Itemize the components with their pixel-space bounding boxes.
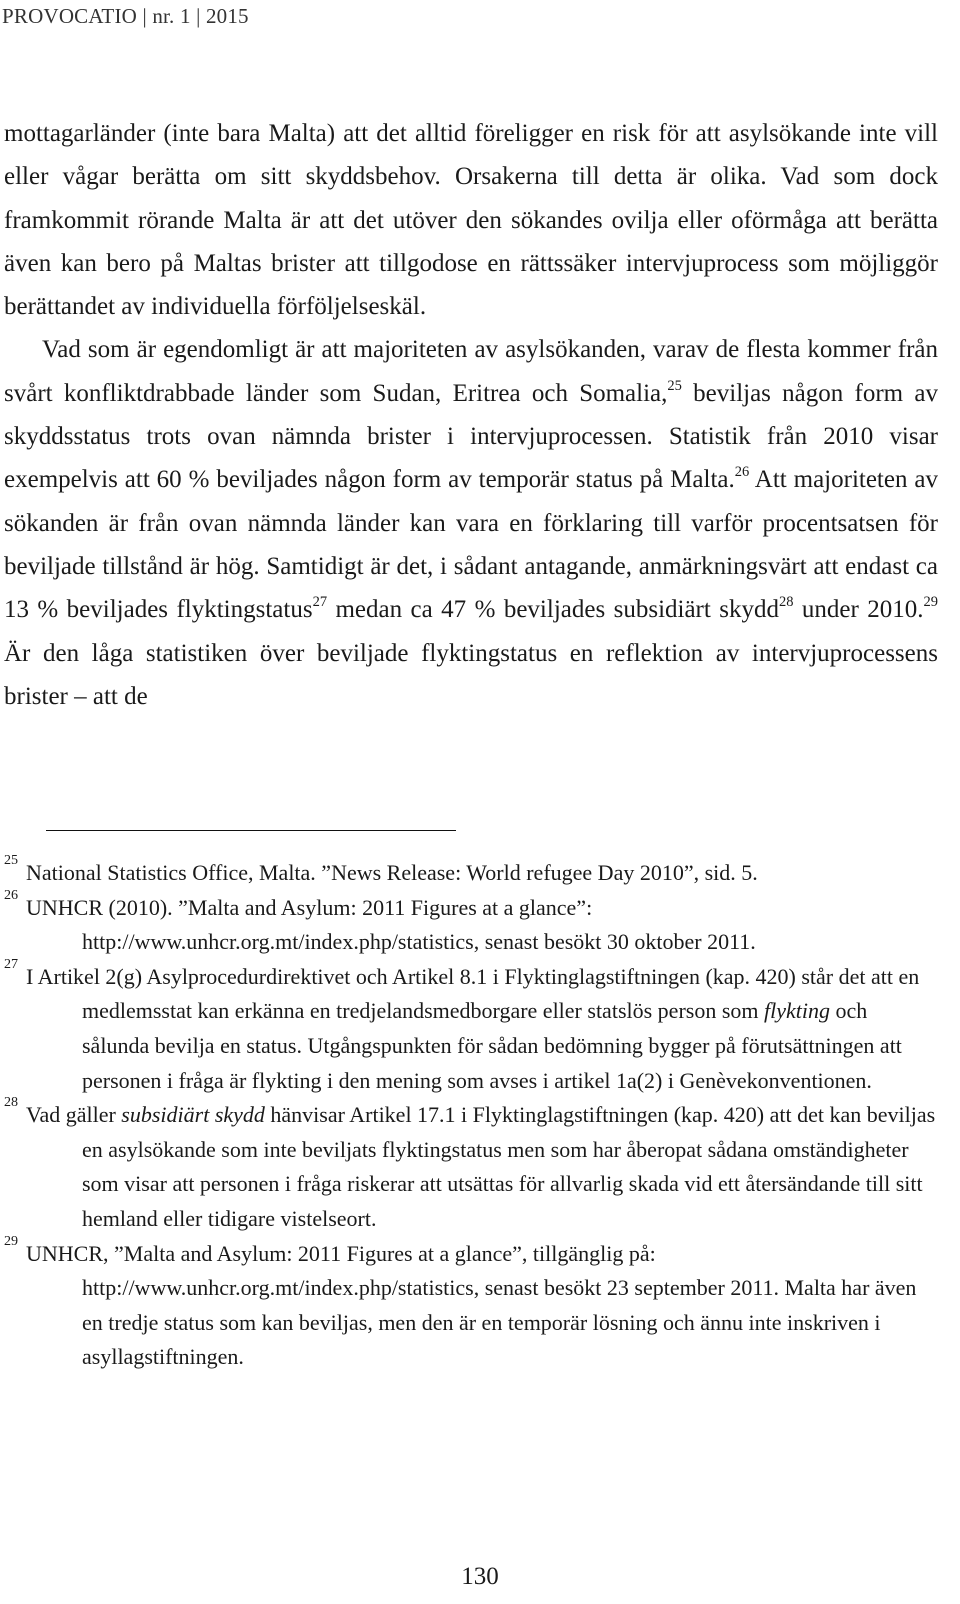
paragraph-2-text-e: under 2010. — [793, 596, 924, 624]
paragraph-2-text-f: Är den låga statistiken över beviljade flyktingstatus en reflektion av intervjuprocessens brister – att de — [4, 639, 938, 710]
footnote-text-b: hänvisar Artikel 17.1 i Flyktinglagstiftningen (kap. 420) att det kan beviljas en asylsökande som inte beviljats flyktingstatus men som har åberopat sådana omständigheter som visar att personen i fråga riskerar att utsättas för allvarlig skada vid ett återsändande till sitt hemland eller tidigare vistelseort. — [82, 1102, 936, 1231]
footnote-emphasis: subsidiärt skydd — [121, 1102, 265, 1128]
footnote-emphasis: flykting — [764, 998, 830, 1024]
footnote-29: 29 UNHCR, ”Malta and Asylum: 2011 Figures at a glance”, tillgänglig på: http://www.unhcr.org.mt/index.php/statistics, senast besökt 23 september 2011. Malta har även en tredje status som kan beviljas, men den är en temporär lösning och ännu inte inskriven i asyllagstiftningen. — [4, 1232, 917, 1370]
footnote-text: National Statistics Office, Malta. ”News Release: World refugee Day 2010”, sid. 5. — [26, 860, 758, 885]
footnote-text: UNHCR (2010). ”Malta and Asylum: 2011 Figures at a glance”: http://www.unhcr.org.mt/index.php/statistics, senast besökt 30 oktober 2011. — [26, 894, 756, 955]
footnote-separator — [46, 830, 456, 831]
footnote-25: 25 National Statistics Office, Malta. ”News Release: World refugee Day 2010”, sid. 5. — [4, 852, 758, 885]
footnote-26: 26 UNHCR (2010). ”Malta and Asylum: 2011 Figures at a glance”: http://www.unhcr.org.mt/index.php/statistics, senast besökt 30 oktober 2011. — [4, 886, 756, 955]
page-number: 130 — [461, 1563, 499, 1590]
paragraph-2-text-d: medan ca 47 % beviljades subsidiärt skydd — [327, 596, 779, 624]
paragraph-2-text-c: Att majoriteten av sökanden är från ovan nämnda länder kan vara en förklaring till varför procentsatsen för beviljade tillstånd är hög. Samtidigt är det, i sådant antagande, anmärkningsvärt att endast ca 13 % beviljades flyktingstatus — [4, 466, 938, 624]
paragraph-2-text-b: beviljas någon form av skyddsstatus trots ovan nämnda brister i intervjuprocessen. Statistik från 2010 visar exempelvis att 60 % beviljades någon form av temporär status på Malta. — [4, 379, 938, 494]
footnote-text: UNHCR, ”Malta and Asylum: 2011 Figures at a glance”, tillgänglig på: http://www.unhcr.org.mt/index.php/statistics, senast besökt 23 september 2011. Malta har även en tredje status som kan beviljas, men den är en temporär lösning och ännu inte inskriven i asyllagstiftningen. — [26, 1240, 917, 1370]
footnote-27: 27 I Artikel 2(g) Asylprocedurdirektivet och Artikel 8.1 i Flyktinglagstiftningen (kap. 420) står det att en medlemsstat kan erkänna en tredjelandsmedborgare eller statslös person som flykting och sålunda bevilja en status. Utgångspunkten för sådan bedömning bygger på förutsättningen att personen i fråga är flykting i den mening som avses i artikel 1a(2) i Genèvekonventionen. — [4, 955, 920, 1093]
paragraph-1: mottagarländer (inte bara Malta) att det alltid föreligger en risk för att asylsökande inte vill eller vågar berätta om sitt skyddsbehov. Orsakerna till detta är olika. Vad som dock framkommit rörande Malta är att det utöver den sökandes ovilja eller oförmåga att berätta även kan bero på Maltas brister att tillgodose en rättssäker intervjuprocess som möjliggör berättandet av individuella förföljelseskäl. — [4, 120, 938, 321]
footnote-ref-26[interactable]: 26 — [734, 464, 750, 481]
footnote-ref-28[interactable]: 28 — [778, 594, 794, 611]
paragraph-2-text-a: Vad som är egendomligt är att majoriteten av asylsökanden, varav de flesta kommer från svårt konfliktdrabbade länder som Sudan, Eritrea och Somalia, — [4, 336, 938, 407]
footnote-ref-29[interactable]: 29 — [923, 594, 938, 611]
running-header: PROVOCATIO | nr. 1 | 2015 — [2, 4, 249, 28]
footnote-text-b: och sålunda bevilja en status. Utgångspunkten för sådan bedömning bygger på förutsättningen att personen i fråga är flykting i den mening som avses i artikel 1a(2) i Genèvekonventionen. — [82, 998, 902, 1093]
main-text — [4, 112, 938, 718]
paragraph-2 — [4, 328, 938, 718]
footnote-ref-27[interactable]: 27 — [312, 594, 328, 611]
footnote-28: 28 Vad gäller subsidiärt skydd hänvisar Artikel 17.1 i Flyktinglagstiftningen (kap. 420) att det kan beviljas en asylsökande som inte beviljats flyktingstatus men som har åberopat sådana omständigheter som visar att personen i fråga riskerar att utsättas för allvarlig skada vid ett återsändande till sitt hemland eller tidigare vistelseort. — [4, 1094, 936, 1231]
footnote-text-a: Vad gäller — [26, 1102, 122, 1128]
footnotes — [4, 852, 938, 1375]
footnote-ref-25[interactable]: 25 — [667, 377, 682, 394]
footnote-text-a: I Artikel 2(g) Asylprocedurdirektivet och Artikel 8.1 i Flyktinglagstiftningen (kap. 420) står det att en medlemsstat kan erkänna en tredjelandsmedborgare eller statslös person som — [26, 963, 920, 1024]
